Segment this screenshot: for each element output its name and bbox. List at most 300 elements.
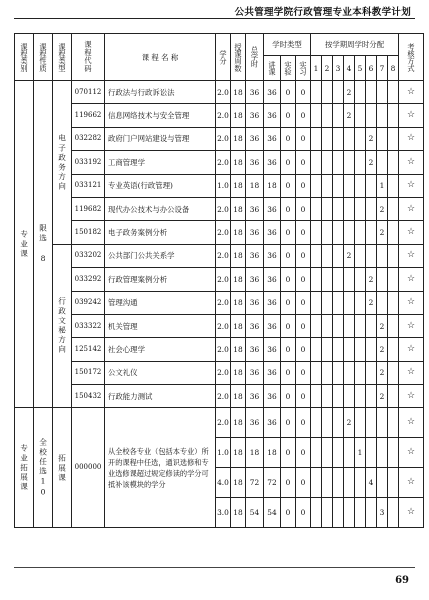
semester-1-cell <box>311 81 322 104</box>
nature-free-elective <box>34 408 53 528</box>
table-body <box>15 81 424 528</box>
experiment-cell: 0 <box>281 174 296 197</box>
semester-6-cell <box>366 338 377 361</box>
experiment-cell: 0 <box>281 468 296 498</box>
semester-3-cell <box>333 244 344 267</box>
header-nature: 课程性质 <box>34 34 53 81</box>
semester-3-cell <box>333 438 344 468</box>
semester-1-cell <box>311 197 322 220</box>
header-title: 公共管理学院行政管理专业本科教学计划 <box>234 7 411 18</box>
semester-7-cell <box>377 268 388 291</box>
semester-4-cell <box>344 268 355 291</box>
credit-cell: 2.0 <box>216 361 231 384</box>
semester-8-cell <box>388 361 399 384</box>
semester-5-cell <box>355 151 366 174</box>
semester-7-cell <box>377 244 388 267</box>
practice-cell: 0 <box>296 81 311 104</box>
lecture-cell: 36 <box>264 221 281 244</box>
semester-2-cell <box>322 127 333 150</box>
header-semester-1: 1 <box>311 56 322 81</box>
practice-cell: 0 <box>296 314 311 337</box>
header-semester-5: 5 <box>355 56 366 81</box>
semester-2-cell <box>322 151 333 174</box>
semester-3-cell <box>333 268 344 291</box>
lecture-cell: 36 <box>264 104 281 127</box>
practice-cell: 0 <box>296 468 311 498</box>
experiment-cell: 0 <box>281 408 296 438</box>
header-total-hours: 总学时 <box>246 34 264 81</box>
semester-8-cell <box>388 104 399 127</box>
semester-6-cell: 4 <box>366 468 377 498</box>
experiment-cell: 0 <box>281 221 296 244</box>
semester-4-cell <box>344 361 355 384</box>
semester-1-cell <box>311 291 322 314</box>
exam-cell: ☆ <box>399 127 424 150</box>
course-code: 070112 <box>72 81 105 104</box>
footer-rule <box>14 567 415 568</box>
nature-limited-elective-text: 限选 8 <box>38 223 48 265</box>
practice-cell: 0 <box>296 438 311 468</box>
lecture-cell: 36 <box>264 268 281 291</box>
semester-7-cell: 2 <box>377 197 388 220</box>
semester-3-cell <box>333 291 344 314</box>
curriculum-table <box>14 33 424 528</box>
table-row <box>15 408 424 438</box>
table-row <box>15 174 424 197</box>
experiment-cell: 0 <box>281 498 296 528</box>
page-header <box>0 0 429 22</box>
total-hours-cell: 36 <box>246 127 264 150</box>
lecture-cell: 36 <box>264 408 281 438</box>
semester-1-cell <box>311 468 322 498</box>
experiment-cell: 0 <box>281 361 296 384</box>
semester-6-cell <box>366 438 377 468</box>
course-code: 033202 <box>72 244 105 267</box>
credit-cell: 2.0 <box>216 385 231 408</box>
semester-8-cell <box>388 81 399 104</box>
credit-cell: 4.0 <box>216 468 231 498</box>
semester-2-cell <box>322 498 333 528</box>
header-code: 课程代码 <box>72 34 105 81</box>
semester-2-cell <box>322 244 333 267</box>
semester-6-cell: 2 <box>366 151 377 174</box>
weeks-cell: 18 <box>231 104 246 127</box>
lecture-cell: 36 <box>264 361 281 384</box>
semester-2-cell <box>322 338 333 361</box>
semester-5-cell <box>355 174 366 197</box>
semester-2-cell <box>322 385 333 408</box>
semester-5-cell <box>355 127 366 150</box>
header-name: 课 程 名 称 <box>105 34 216 81</box>
semester-4-cell <box>344 174 355 197</box>
course-name: 公文礼仪 <box>105 361 216 384</box>
practice-cell: 0 <box>296 408 311 438</box>
semester-7-cell <box>377 104 388 127</box>
semester-5-cell <box>355 314 366 337</box>
total-hours-cell: 36 <box>246 104 264 127</box>
experiment-cell: 0 <box>281 151 296 174</box>
semester-8-cell <box>388 438 399 468</box>
credit-cell: 2.0 <box>216 151 231 174</box>
semester-4-cell <box>344 498 355 528</box>
semester-3-cell <box>333 127 344 150</box>
semester-5-cell <box>355 81 366 104</box>
table-row <box>15 151 424 174</box>
course-code: 150432 <box>72 385 105 408</box>
total-hours-cell: 36 <box>246 338 264 361</box>
experiment-cell: 0 <box>281 81 296 104</box>
type-egov-text: 电子政务方向 <box>57 133 67 192</box>
semester-7-cell <box>377 438 388 468</box>
weeks-cell: 18 <box>231 151 246 174</box>
header-type: 课程类型 <box>53 34 72 81</box>
credit-cell: 2.0 <box>216 221 231 244</box>
semester-4-cell: 2 <box>344 104 355 127</box>
semester-3-cell <box>333 498 344 528</box>
header-semester-4: 4 <box>344 56 355 81</box>
semester-6-cell <box>366 361 377 384</box>
practice-cell: 0 <box>296 385 311 408</box>
semester-4-cell <box>344 197 355 220</box>
table-row <box>15 221 424 244</box>
semester-5-cell <box>355 468 366 498</box>
semester-3-cell <box>333 151 344 174</box>
experiment-cell: 0 <box>281 338 296 361</box>
course-code: 033322 <box>72 314 105 337</box>
header-exam: 考核方式 <box>399 34 424 81</box>
experiment-cell: 0 <box>281 385 296 408</box>
exam-cell: ☆ <box>399 408 424 438</box>
header-hours-type: 学时类型 <box>264 34 311 56</box>
semester-5-cell <box>355 221 366 244</box>
practice-cell: 0 <box>296 197 311 220</box>
semester-8-cell <box>388 197 399 220</box>
course-name: 社会心理学 <box>105 338 216 361</box>
semester-2-cell <box>322 291 333 314</box>
semester-6-cell <box>366 174 377 197</box>
semester-7-cell: 2 <box>377 385 388 408</box>
weeks-cell: 18 <box>231 314 246 337</box>
lecture-cell: 36 <box>264 197 281 220</box>
type-secretary <box>53 244 72 408</box>
semester-1-cell <box>311 127 322 150</box>
exam-cell: ☆ <box>399 361 424 384</box>
lecture-cell: 36 <box>264 127 281 150</box>
semester-8-cell <box>388 174 399 197</box>
credit-cell: 3.0 <box>216 498 231 528</box>
table-row <box>15 268 424 291</box>
semester-8-cell <box>388 244 399 267</box>
weeks-cell: 18 <box>231 221 246 244</box>
exam-cell: ☆ <box>399 468 424 498</box>
semester-3-cell <box>333 361 344 384</box>
practice-cell: 0 <box>296 268 311 291</box>
total-hours-cell: 36 <box>246 314 264 337</box>
lecture-cell: 36 <box>264 291 281 314</box>
practice-cell: 0 <box>296 127 311 150</box>
total-hours-cell: 36 <box>246 197 264 220</box>
table-row <box>15 385 424 408</box>
total-hours-cell: 54 <box>246 498 264 528</box>
header-experiment: 实验 <box>281 56 296 81</box>
semester-6-cell <box>366 221 377 244</box>
table-row <box>15 244 424 267</box>
weeks-cell: 18 <box>231 498 246 528</box>
total-hours-cell: 72 <box>246 468 264 498</box>
semester-7-cell: 1 <box>377 174 388 197</box>
semester-6-cell <box>366 104 377 127</box>
semester-7-cell: 2 <box>377 314 388 337</box>
practice-cell: 0 <box>296 104 311 127</box>
weeks-cell: 18 <box>231 438 246 468</box>
semester-1-cell <box>311 268 322 291</box>
semester-4-cell <box>344 468 355 498</box>
total-hours-cell: 36 <box>246 151 264 174</box>
page-number: 69 <box>395 575 409 586</box>
semester-4-cell <box>344 438 355 468</box>
lecture-cell: 72 <box>264 468 281 498</box>
semester-3-cell <box>333 338 344 361</box>
weeks-cell: 18 <box>231 197 246 220</box>
semester-2-cell <box>322 174 333 197</box>
type-extension <box>53 408 72 528</box>
semester-3-cell <box>333 81 344 104</box>
semester-7-cell <box>377 81 388 104</box>
experiment-cell: 0 <box>281 127 296 150</box>
table-row <box>15 291 424 314</box>
course-code: 125142 <box>72 338 105 361</box>
semester-1-cell <box>311 104 322 127</box>
weeks-cell: 18 <box>231 174 246 197</box>
weeks-cell: 18 <box>231 361 246 384</box>
header-weeks: 授课周数 <box>231 34 246 81</box>
weeks-cell: 18 <box>231 291 246 314</box>
semester-8-cell <box>388 338 399 361</box>
exam-cell: ☆ <box>399 104 424 127</box>
lecture-cell: 36 <box>264 385 281 408</box>
credit-cell: 1.0 <box>216 174 231 197</box>
table-row <box>15 127 424 150</box>
total-hours-cell: 36 <box>246 408 264 438</box>
course-name: 现代办公技术与办公设备 <box>105 197 216 220</box>
course-code: 033192 <box>72 151 105 174</box>
semester-3-cell <box>333 221 344 244</box>
credit-cell: 2.0 <box>216 81 231 104</box>
semester-8-cell <box>388 408 399 438</box>
semester-7-cell <box>377 408 388 438</box>
semester-5-cell <box>355 197 366 220</box>
semester-8-cell <box>388 221 399 244</box>
practice-cell: 0 <box>296 244 311 267</box>
practice-cell: 0 <box>296 498 311 528</box>
exam-cell: ☆ <box>399 197 424 220</box>
semester-3-cell <box>333 468 344 498</box>
type-egov <box>53 81 72 245</box>
header-semester-8: 8 <box>388 56 399 81</box>
category-major-text: 专业课 <box>19 229 29 259</box>
semester-1-cell <box>311 221 322 244</box>
table-row <box>15 81 424 104</box>
course-name: 机关管理 <box>105 314 216 337</box>
weeks-cell: 18 <box>231 81 246 104</box>
course-name: 信息网络技术与安全管理 <box>105 104 216 127</box>
lecture-cell: 18 <box>264 438 281 468</box>
course-code: 033292 <box>72 268 105 291</box>
exam-cell: ☆ <box>399 314 424 337</box>
extension-code: 000000 <box>72 408 105 528</box>
nature-free-elective-text: 全校任选10 <box>38 437 48 499</box>
semester-1-cell <box>311 498 322 528</box>
header-lecture: 讲课 <box>264 56 281 81</box>
header-semester-7: 7 <box>377 56 388 81</box>
table-row <box>15 104 424 127</box>
lecture-cell: 36 <box>264 151 281 174</box>
course-name: 政府门户网站建设与管理 <box>105 127 216 150</box>
lecture-cell: 54 <box>264 498 281 528</box>
semester-3-cell <box>333 408 344 438</box>
header-credit: 学分 <box>216 34 231 81</box>
semester-7-cell <box>377 151 388 174</box>
exam-cell: ☆ <box>399 221 424 244</box>
exam-cell: ☆ <box>399 438 424 468</box>
table-row <box>15 338 424 361</box>
category-extension-text: 专业拓展课 <box>19 443 29 492</box>
semester-1-cell <box>311 174 322 197</box>
semester-6-cell <box>366 314 377 337</box>
practice-cell: 0 <box>296 361 311 384</box>
semester-3-cell <box>333 314 344 337</box>
semester-8-cell <box>388 291 399 314</box>
semester-1-cell <box>311 244 322 267</box>
credit-cell: 2.0 <box>216 268 231 291</box>
course-name: 行政法与行政诉讼法 <box>105 81 216 104</box>
semester-1-cell <box>311 361 322 384</box>
semester-1-cell <box>311 151 322 174</box>
practice-cell: 0 <box>296 291 311 314</box>
semester-5-cell <box>355 361 366 384</box>
credit-cell: 2.0 <box>216 197 231 220</box>
semester-4-cell <box>344 385 355 408</box>
semester-2-cell <box>322 268 333 291</box>
semester-8-cell <box>388 314 399 337</box>
semester-3-cell <box>333 174 344 197</box>
semester-1-cell <box>311 438 322 468</box>
total-hours-cell: 36 <box>246 221 264 244</box>
semester-4-cell: 2 <box>344 244 355 267</box>
header-semester-dist: 按学期周学时分配 <box>311 34 399 56</box>
semester-6-cell: 2 <box>366 268 377 291</box>
course-name: 公共部门公共关系学 <box>105 244 216 267</box>
course-name: 管理沟通 <box>105 291 216 314</box>
exam-cell: ☆ <box>399 291 424 314</box>
credit-cell: 2.0 <box>216 127 231 150</box>
semester-4-cell <box>344 291 355 314</box>
header-practice: 实习 <box>296 56 311 81</box>
lecture-cell: 36 <box>264 338 281 361</box>
semester-6-cell: 2 <box>366 127 377 150</box>
semester-4-cell <box>344 221 355 244</box>
semester-2-cell <box>322 221 333 244</box>
exam-cell: ☆ <box>399 81 424 104</box>
total-hours-cell: 18 <box>246 174 264 197</box>
nature-limited-elective <box>34 81 53 408</box>
exam-cell: ☆ <box>399 151 424 174</box>
table-row <box>15 314 424 337</box>
weeks-cell: 18 <box>231 468 246 498</box>
total-hours-cell: 36 <box>246 385 264 408</box>
course-code: 032282 <box>72 127 105 150</box>
semester-4-cell: 2 <box>344 81 355 104</box>
semester-6-cell <box>366 408 377 438</box>
table-row <box>15 197 424 220</box>
practice-cell: 0 <box>296 174 311 197</box>
semester-8-cell <box>388 385 399 408</box>
semester-7-cell: 3 <box>377 498 388 528</box>
semester-3-cell <box>333 104 344 127</box>
experiment-cell: 0 <box>281 104 296 127</box>
semester-5-cell <box>355 291 366 314</box>
header-category: 课程类别 <box>15 34 34 81</box>
semester-4-cell <box>344 127 355 150</box>
semester-8-cell <box>388 151 399 174</box>
weeks-cell: 18 <box>231 127 246 150</box>
extension-description: 从全校各专业（包括本专业）所开的课程中任选，通识选修和专业选修课超过规定修读的学分可抵补该模块的学分 <box>105 408 216 528</box>
semester-1-cell <box>311 314 322 337</box>
weeks-cell: 18 <box>231 408 246 438</box>
exam-cell: ☆ <box>399 174 424 197</box>
experiment-cell: 0 <box>281 197 296 220</box>
course-code: 119682 <box>72 197 105 220</box>
semester-6-cell: 2 <box>366 291 377 314</box>
semester-5-cell <box>355 498 366 528</box>
practice-cell: 0 <box>296 338 311 361</box>
credit-cell: 2.0 <box>216 244 231 267</box>
exam-cell: ☆ <box>399 498 424 528</box>
header-semester-3: 3 <box>333 56 344 81</box>
lecture-cell: 36 <box>264 81 281 104</box>
weeks-cell: 18 <box>231 385 246 408</box>
semester-5-cell <box>355 408 366 438</box>
semester-1-cell <box>311 408 322 438</box>
course-code: 039242 <box>72 291 105 314</box>
course-name: 电子政务案例分析 <box>105 221 216 244</box>
course-code: 033121 <box>72 174 105 197</box>
total-hours-cell: 36 <box>246 361 264 384</box>
lecture-cell: 36 <box>264 244 281 267</box>
category-major <box>15 81 34 408</box>
semester-2-cell <box>322 104 333 127</box>
semester-6-cell <box>366 244 377 267</box>
lecture-cell: 18 <box>264 174 281 197</box>
course-code: 119662 <box>72 104 105 127</box>
header-semester-6: 6 <box>366 56 377 81</box>
semester-6-cell <box>366 385 377 408</box>
semester-4-cell: 2 <box>344 408 355 438</box>
experiment-cell: 0 <box>281 314 296 337</box>
semester-8-cell <box>388 127 399 150</box>
credit-cell: 2.0 <box>216 408 231 438</box>
semester-8-cell <box>388 468 399 498</box>
semester-6-cell <box>366 498 377 528</box>
semester-3-cell <box>333 385 344 408</box>
semester-1-cell <box>311 338 322 361</box>
type-extension-text: 拓展课 <box>57 453 67 483</box>
semester-7-cell: 2 <box>377 361 388 384</box>
experiment-cell: 0 <box>281 438 296 468</box>
exam-cell: ☆ <box>399 268 424 291</box>
semester-2-cell <box>322 314 333 337</box>
exam-cell: ☆ <box>399 244 424 267</box>
